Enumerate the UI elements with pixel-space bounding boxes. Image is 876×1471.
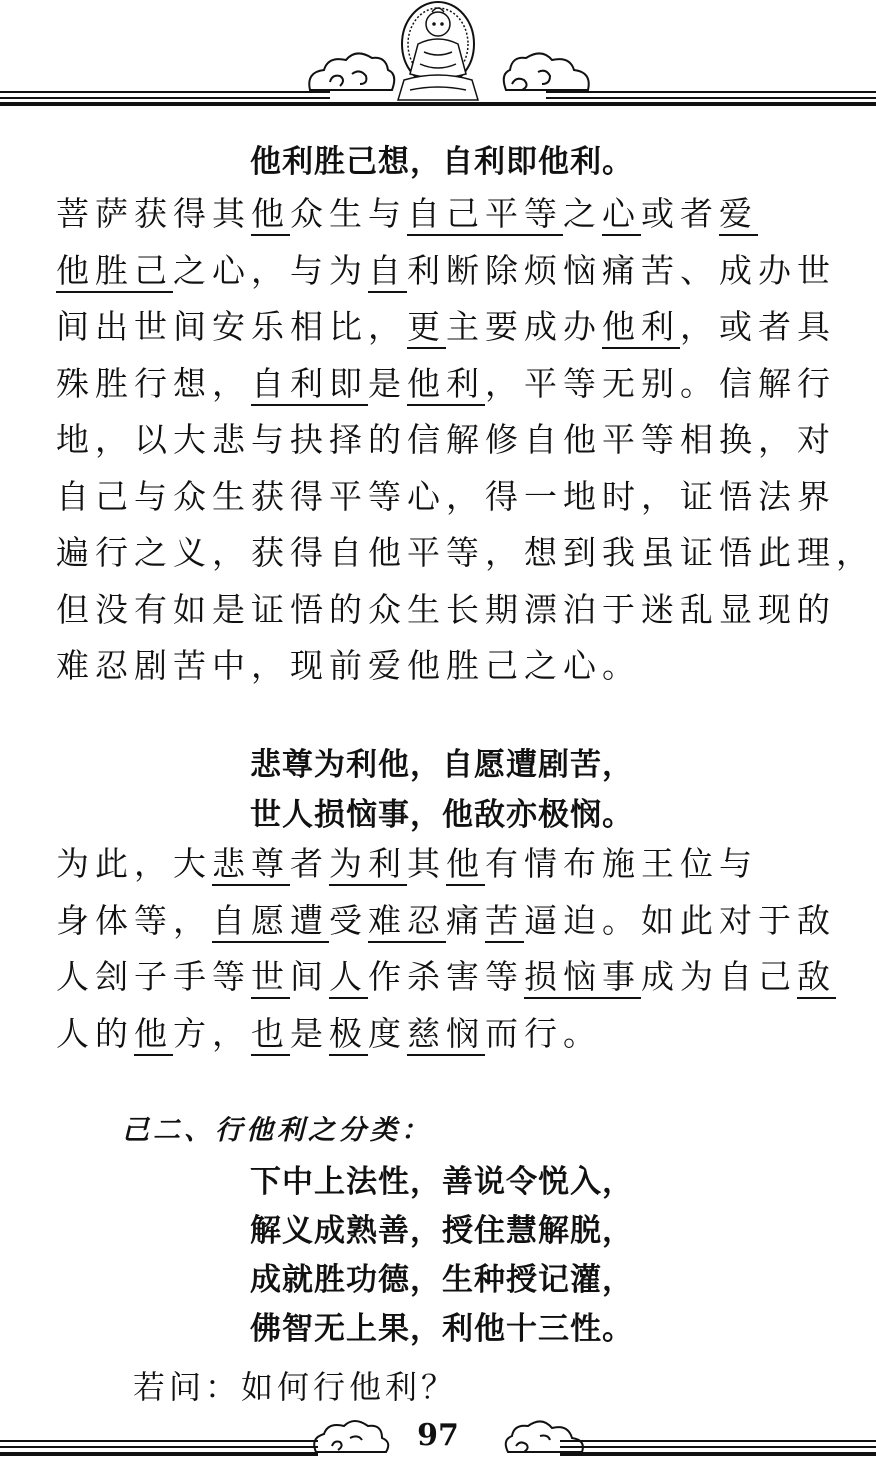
text-run: 难忍剧苦中，现前爱他胜己之心。 [56, 646, 641, 685]
text-run: 方， [173, 1013, 251, 1053]
text-line [56, 412, 846, 469]
text-run: 逼迫。如此对于敌 [524, 900, 836, 940]
underlined-text: 爱 [719, 194, 758, 233]
verse-line: 世人损恼事，他敌亦极悯。 [250, 797, 634, 833]
text-run: 者 [680, 194, 719, 233]
header-ornament [0, 0, 876, 112]
underlined-text: 为利 [329, 844, 407, 883]
underlined-text: 人 [329, 957, 368, 996]
underlined-text: 世 [251, 957, 290, 996]
underlined-text: 更 [407, 307, 446, 346]
underlined-text: 他 [134, 1013, 173, 1053]
text-run: 而行。 [485, 1013, 602, 1053]
underlined-text: 苦 [485, 900, 524, 940]
text-line [56, 469, 846, 526]
section-heading: 己二、行他利之分类： [122, 1115, 432, 1146]
text-run: 众生与 [290, 194, 407, 233]
text-run: 人的 [56, 1013, 134, 1053]
text-run: 度 [368, 1013, 407, 1053]
verse-line: 解义成熟善，授住慧解脱， [250, 1213, 634, 1249]
text-run: 身体等， [56, 900, 212, 940]
text-run: 菩萨获得其 [56, 194, 251, 233]
underlined-text: 悲尊 [212, 844, 290, 883]
verse-line: 成就胜功德，生种授记灌， [250, 1262, 634, 1298]
underlined-text: 心 [602, 194, 641, 233]
text-run: 遍行之义，获得自他平等，想到我虽证悟此理， [56, 533, 875, 572]
text-run: 者 [290, 844, 329, 883]
underlined-text: 极 [329, 1013, 368, 1053]
text-run: 有情布施王位与 [485, 844, 758, 883]
text-run: 殊胜行想， [56, 363, 251, 403]
text-line [56, 1006, 846, 1063]
text-line [56, 949, 846, 1006]
underlined-text: 也 [251, 1013, 290, 1053]
verse-line: 佛智无上果，利他十三性。 [250, 1311, 634, 1347]
text-run: 间 [290, 957, 329, 996]
cloud-left-icon [309, 53, 394, 90]
underlined-text: 平等 [485, 194, 563, 233]
buddha-icon [398, 2, 478, 100]
paragraph-2 [56, 836, 846, 1062]
question-line: 若问：如何行他利？ [133, 1368, 458, 1406]
text-run: 为此，大 [56, 844, 212, 883]
underlined-text: 他 [251, 194, 290, 233]
underlined-text: 难忍 [368, 900, 446, 940]
underlined-text: 敌 [797, 957, 836, 996]
text-line [56, 356, 846, 413]
text-run: 主要成办 [446, 307, 602, 346]
text-run: 人刽子手等 [56, 957, 251, 996]
text-run: 地，以大悲与抉择的信解修自他平等相换，对 [56, 420, 836, 459]
text-run: 自己与众生获得平等心，得一地时，证悟法界 [56, 476, 836, 516]
text-run: 之 [563, 194, 602, 233]
text-run: 或 [641, 194, 680, 233]
text-run: ，平等无别。信解行 [485, 363, 836, 403]
underlined-text: 自己 [407, 194, 485, 233]
text-run: 利断除烦恼痛苦、成办世 [407, 250, 836, 290]
underlined-text: 损恼事 [524, 957, 641, 996]
text-line [56, 525, 875, 582]
text-run: 作杀害等 [368, 957, 524, 996]
underlined-text: 他利 [602, 307, 680, 346]
text-run: 间出世间安乐相比， [56, 307, 407, 346]
text-run: 受 [329, 900, 368, 940]
verse-line: 下中上法性，善说令悦入， [250, 1164, 634, 1200]
text-run: 是 [368, 363, 407, 403]
text-line [56, 299, 846, 356]
underlined-text: 慈悯 [407, 1013, 485, 1053]
text-run: 其 [407, 844, 446, 883]
text-run: 痛 [446, 900, 485, 940]
text-line [56, 638, 846, 695]
text-line [56, 582, 846, 639]
underlined-text: 自愿遭 [212, 900, 329, 940]
underlined-text: 自 [368, 250, 407, 290]
underlined-text: 他胜己 [56, 250, 173, 290]
text-run: 之心，与为 [173, 250, 368, 290]
text-run: 但没有如是证悟的众生长期漂泊于迷乱显现的 [56, 589, 836, 629]
text-run: ，或者具 [680, 307, 836, 346]
text-run: 是 [290, 1013, 329, 1053]
text-run: 成为自己 [641, 957, 797, 996]
text-line [56, 243, 846, 300]
cloud-right-icon [504, 53, 589, 90]
paragraph-1 [56, 186, 875, 695]
text-line [56, 186, 846, 243]
text-line [56, 893, 846, 950]
verse-line: 他利胜己想，自利即他利。 [250, 144, 634, 180]
underlined-text: 自利即 [251, 363, 368, 403]
underlined-text: 他利 [407, 363, 485, 403]
verse-line: 悲尊为利他，自愿遭剧苦， [250, 747, 634, 783]
page-number: 97 [417, 1418, 459, 1453]
underlined-text: 他 [446, 844, 485, 883]
text-line [56, 836, 846, 893]
